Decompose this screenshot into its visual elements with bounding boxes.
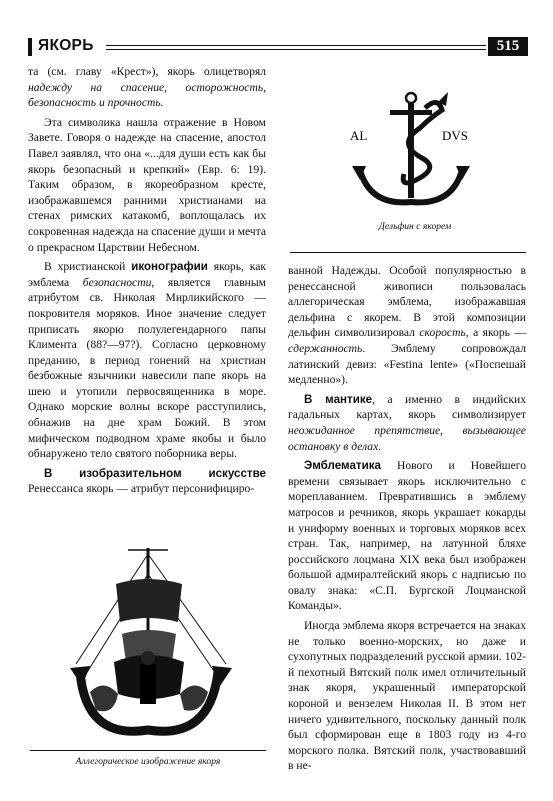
dolphin-anchor-illustration [330, 88, 500, 216]
allegory-caption: Аллегорическое изображение якоря [75, 756, 221, 767]
dolphin-caption: Дельфин с якорем [378, 221, 452, 232]
running-header [28, 38, 528, 56]
left-column [28, 64, 266, 497]
header-rule [106, 45, 486, 50]
right-column [288, 263, 526, 774]
paragraph: Эта символика нашла отражение в Новом Завете. Говоря о надежде на спасение, апостол Павел заявлял, что она «...для души есть как бы якорь безопасный и крепкий» (Евр. 6: 19). Таким образом, в якореобразном кресте, изображавшемся ранними христианами на стенах римских катакомб, воплощалась их сокровенная надежда на спасение души и мечта о прекрасном Царствии Небесном. [28, 115, 266, 254]
paragraph: В изобразительном искусстве Ренессанса якорь — атрибут персонифициро- [28, 466, 266, 496]
allegorical-anchor-illustration [56, 544, 246, 744]
caption-rule [30, 750, 266, 751]
paragraph: ванной Надежды. Особой популярностью в ренессансной живописи пользовалась аллегорическая эмблема, изображавшая дельфина с якорем. В этой композиции дельфин символизировал скорость, а якорь — сдержанность. Эмблему сопровождал латинский девиз: «Festina lente» («Поспешай медленно»). [288, 264, 526, 387]
motto-right: DVS [442, 128, 469, 143]
dolphin-anchor-icon [330, 88, 500, 216]
paragraph: В христианской иконографии якорь, как эмблема безопасности, является главным атрибутом св. Николая Мирликийского — покровителя моряков. Иное значение следует приписать якорю полулегендарного папы Климента (88?—97?). Согласно церковному преданию, в период гонений на христиан безбожные язычники навесили папе якорь на шею и утопили первосвященника в море. Однако морские волны вскоре расступились, обнажив на дне храм Божий. В этом мифическом подводном храме якобы и было обнаружено тело святого поборника веры. [28, 260, 266, 461]
paragraph: Эмблематика Нового и Новейшего времени связывает якорь исключительно с мореплаванием. Превратившись в эмблему матросов и речников, якорь украшает кокарды и униформу военных и торговых моряков всех стран. Так, например, на латунной бляхе российского лоцмана XIX века был изображен большой адмиралтейский якорь с надписью по овалу знака: «С.П. Бургской Лоцманской Команды». [288, 459, 526, 613]
caption-rule [290, 252, 526, 253]
paragraph: та (см. главу «Крест»), якорь олицетворял надежду на спасение, осторожность, безопасность и прочность. [28, 65, 266, 110]
header-title: ЯКОРЬ [38, 37, 94, 54]
page-number: 515 [488, 37, 528, 56]
paragraph: Иногда эмблема якоря встречается на знаках не только военно-морских, но даже и сухопутных подразделений русской армии. 102-й пехотный Вятский полк имел отличительный знак якоря, украшенный императорской короной и вензелем Николая II. В этом нет ничего удивительного, поскольку данный полк был сформирован еще в 1803 году из 4-го морского полка. Вятский полк, участвовавший в не- [288, 619, 526, 773]
motto-left: AL [350, 128, 368, 143]
paragraph: В мантике, а именно в индийских гадальных картах, якорь символизирует неожиданное препятствие, вызывающее остановку в делах. [288, 392, 526, 453]
header-bar [28, 38, 32, 56]
ship-anchor-icon [56, 544, 246, 744]
